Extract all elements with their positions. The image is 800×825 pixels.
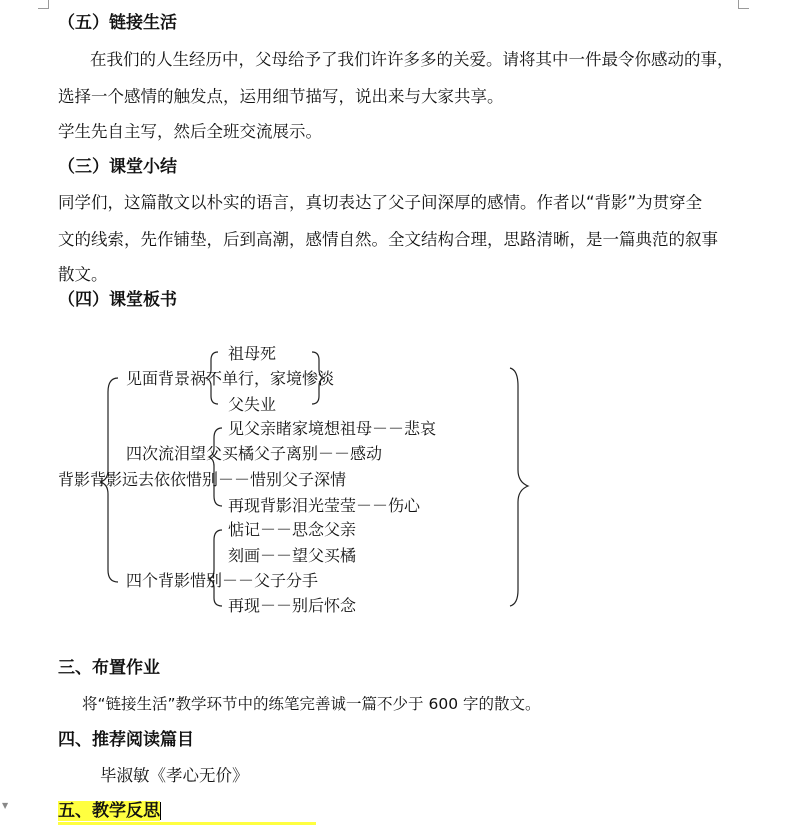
paragraph-line: 同学们，这篇散文以朴实的语言，真切表达了父子间深厚的感情。作者以“背影”为贯穿全 <box>58 193 703 212</box>
collapse-marker-icon: ▼ <box>2 801 9 810</box>
board-item: 再现背影泪光莹莹－－伤心 <box>228 496 421 515</box>
heading-homework: 三、布置作业 <box>58 658 160 678</box>
paragraph-line: 文的线索，先作铺垫，后到高潮，感情自然。全文结构合理，思路清晰，是一篇典范的叙事 <box>58 230 718 249</box>
board-branch-1: 见面背景祸不单行，家境惨淡 <box>126 369 335 388</box>
board-item: 刻画－－望父买橘 <box>228 546 357 565</box>
heading-board-notes: （四）课堂板书 <box>58 290 177 310</box>
board-branch-3: 四个背影惜别－－父子分手 <box>126 571 319 590</box>
paragraph-line: 选择一个感情的触发点，运用细节描写，说出来与大家共享。 <box>58 87 504 106</box>
heading-recommended-reading: 四、推荐阅读篇目 <box>58 730 194 750</box>
heading-teaching-reflection[interactable] <box>58 801 160 821</box>
board-item: 再现－－别后怀念 <box>228 596 357 615</box>
board-branch-2: 四次流泪望父买橘父子离别－－感动 <box>126 444 383 463</box>
paragraph-line: 散文。 <box>58 265 108 284</box>
board-root: 背影背影远去依依惜别－－惜别父子深情 <box>58 470 347 489</box>
board-item: 惦记－－思念父亲 <box>228 520 357 539</box>
heading-link-life: （五）链接生活 <box>58 13 177 33</box>
board-item: 祖母死 <box>228 344 277 363</box>
paragraph-line: 在我们的人生经历中，父母给予了我们许许多多的关爱。请将其中一件最令你感动的事， <box>90 50 734 69</box>
reading-title: 毕淑敏《孝心无价》 <box>100 766 249 785</box>
heading-class-summary: （三）课堂小结 <box>58 157 177 177</box>
board-item: 父失业 <box>228 395 277 414</box>
text-cursor <box>160 802 161 820</box>
homework-text: 将“链接生活”教学环节中的练笔完善诚一篇不少于 600 字的散文。 <box>82 695 541 713</box>
board-item: 见父亲睹家境想祖母－－悲哀 <box>228 419 437 438</box>
paragraph-line: 学生先自主写，然后全班交流展示。 <box>58 122 322 141</box>
highlighted-heading-text: 五、教学反思 <box>58 801 160 821</box>
